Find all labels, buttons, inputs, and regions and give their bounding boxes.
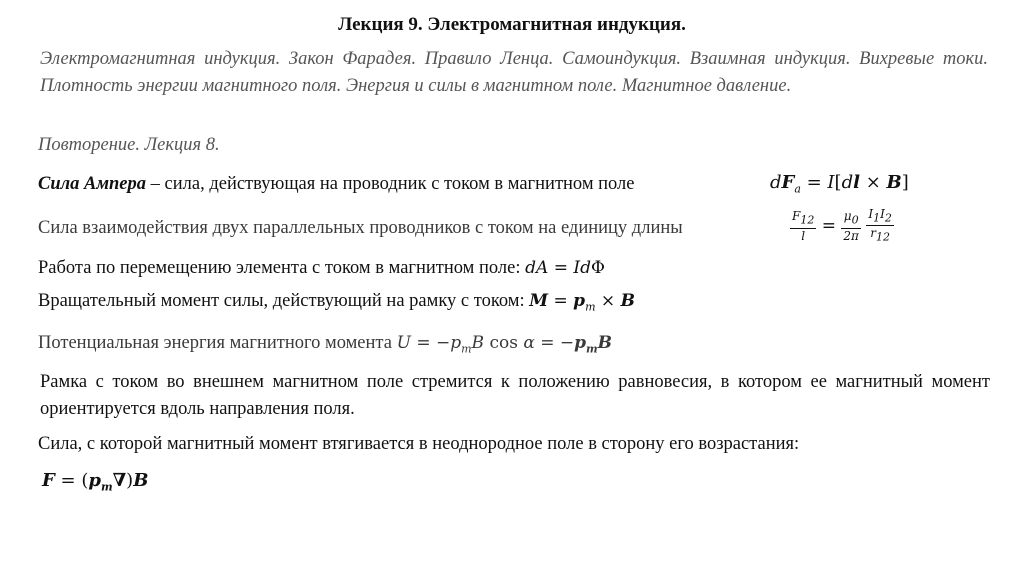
work-formula: dA = IdΦ	[525, 258, 605, 278]
gradient-force-formula: $F = (p_m\nabla)B$	[42, 470, 149, 494]
energy-formula: $U = -p_mB$ $\cos \alpha = -p_mB$	[396, 333, 613, 356]
energy-text: Потенциальная энергия магнитного момента	[38, 333, 392, 353]
ampere-formula: $dF_a = I[dl \times B]$	[770, 172, 909, 196]
torque-line	[38, 291, 635, 313]
ampere-term: Сила Ампера	[38, 174, 147, 194]
equilibrium-paragraph: Рамка с током во внешнем магнитном поле стремится к положению равновесия, в котором ее магнитный момент ориентируется вдоль направления поля.	[40, 372, 990, 419]
interaction-line: Сила взаимодействия двух параллельных проводников с током на единицу длины	[38, 218, 683, 238]
torque-formula: $M = p_m \times B$	[529, 291, 635, 314]
interaction-formula: $\frac{F_{12}}{l}$ = $\frac{\mu_0}{2\pi}$ $\frac{I_1I_2}{r_{12}}$	[792, 207, 892, 244]
page-title: Лекция 9. Электромагнитная индукция.	[338, 14, 686, 35]
gradient-force-line: Сила, с которой магнитный момент втягивается в неоднородное поле в сторону его возрастания:	[38, 434, 800, 454]
ampere-force-line	[38, 174, 635, 195]
torque-text: Вращательный момент силы, действующий на рамку с током:	[38, 291, 525, 311]
energy-line	[38, 333, 612, 355]
work-line	[38, 258, 605, 279]
work-text: Работа по перемещению элемента с током в магнитном поле:	[38, 258, 521, 278]
repeat-heading: Повторение. Лекция 8.	[38, 135, 220, 155]
lecture-topics: Электромагнитная индукция. Закон Фарадея. Правило Ленца. Самоиндукция. Взаимная индукция. Вихревые токи. Плотность энергии магнитного поля. Энергия и силы в магнитном поле. Магнитное давление.	[40, 49, 988, 96]
ampere-text: – сила, действующая на проводник с током в магнитном поле	[146, 174, 635, 194]
